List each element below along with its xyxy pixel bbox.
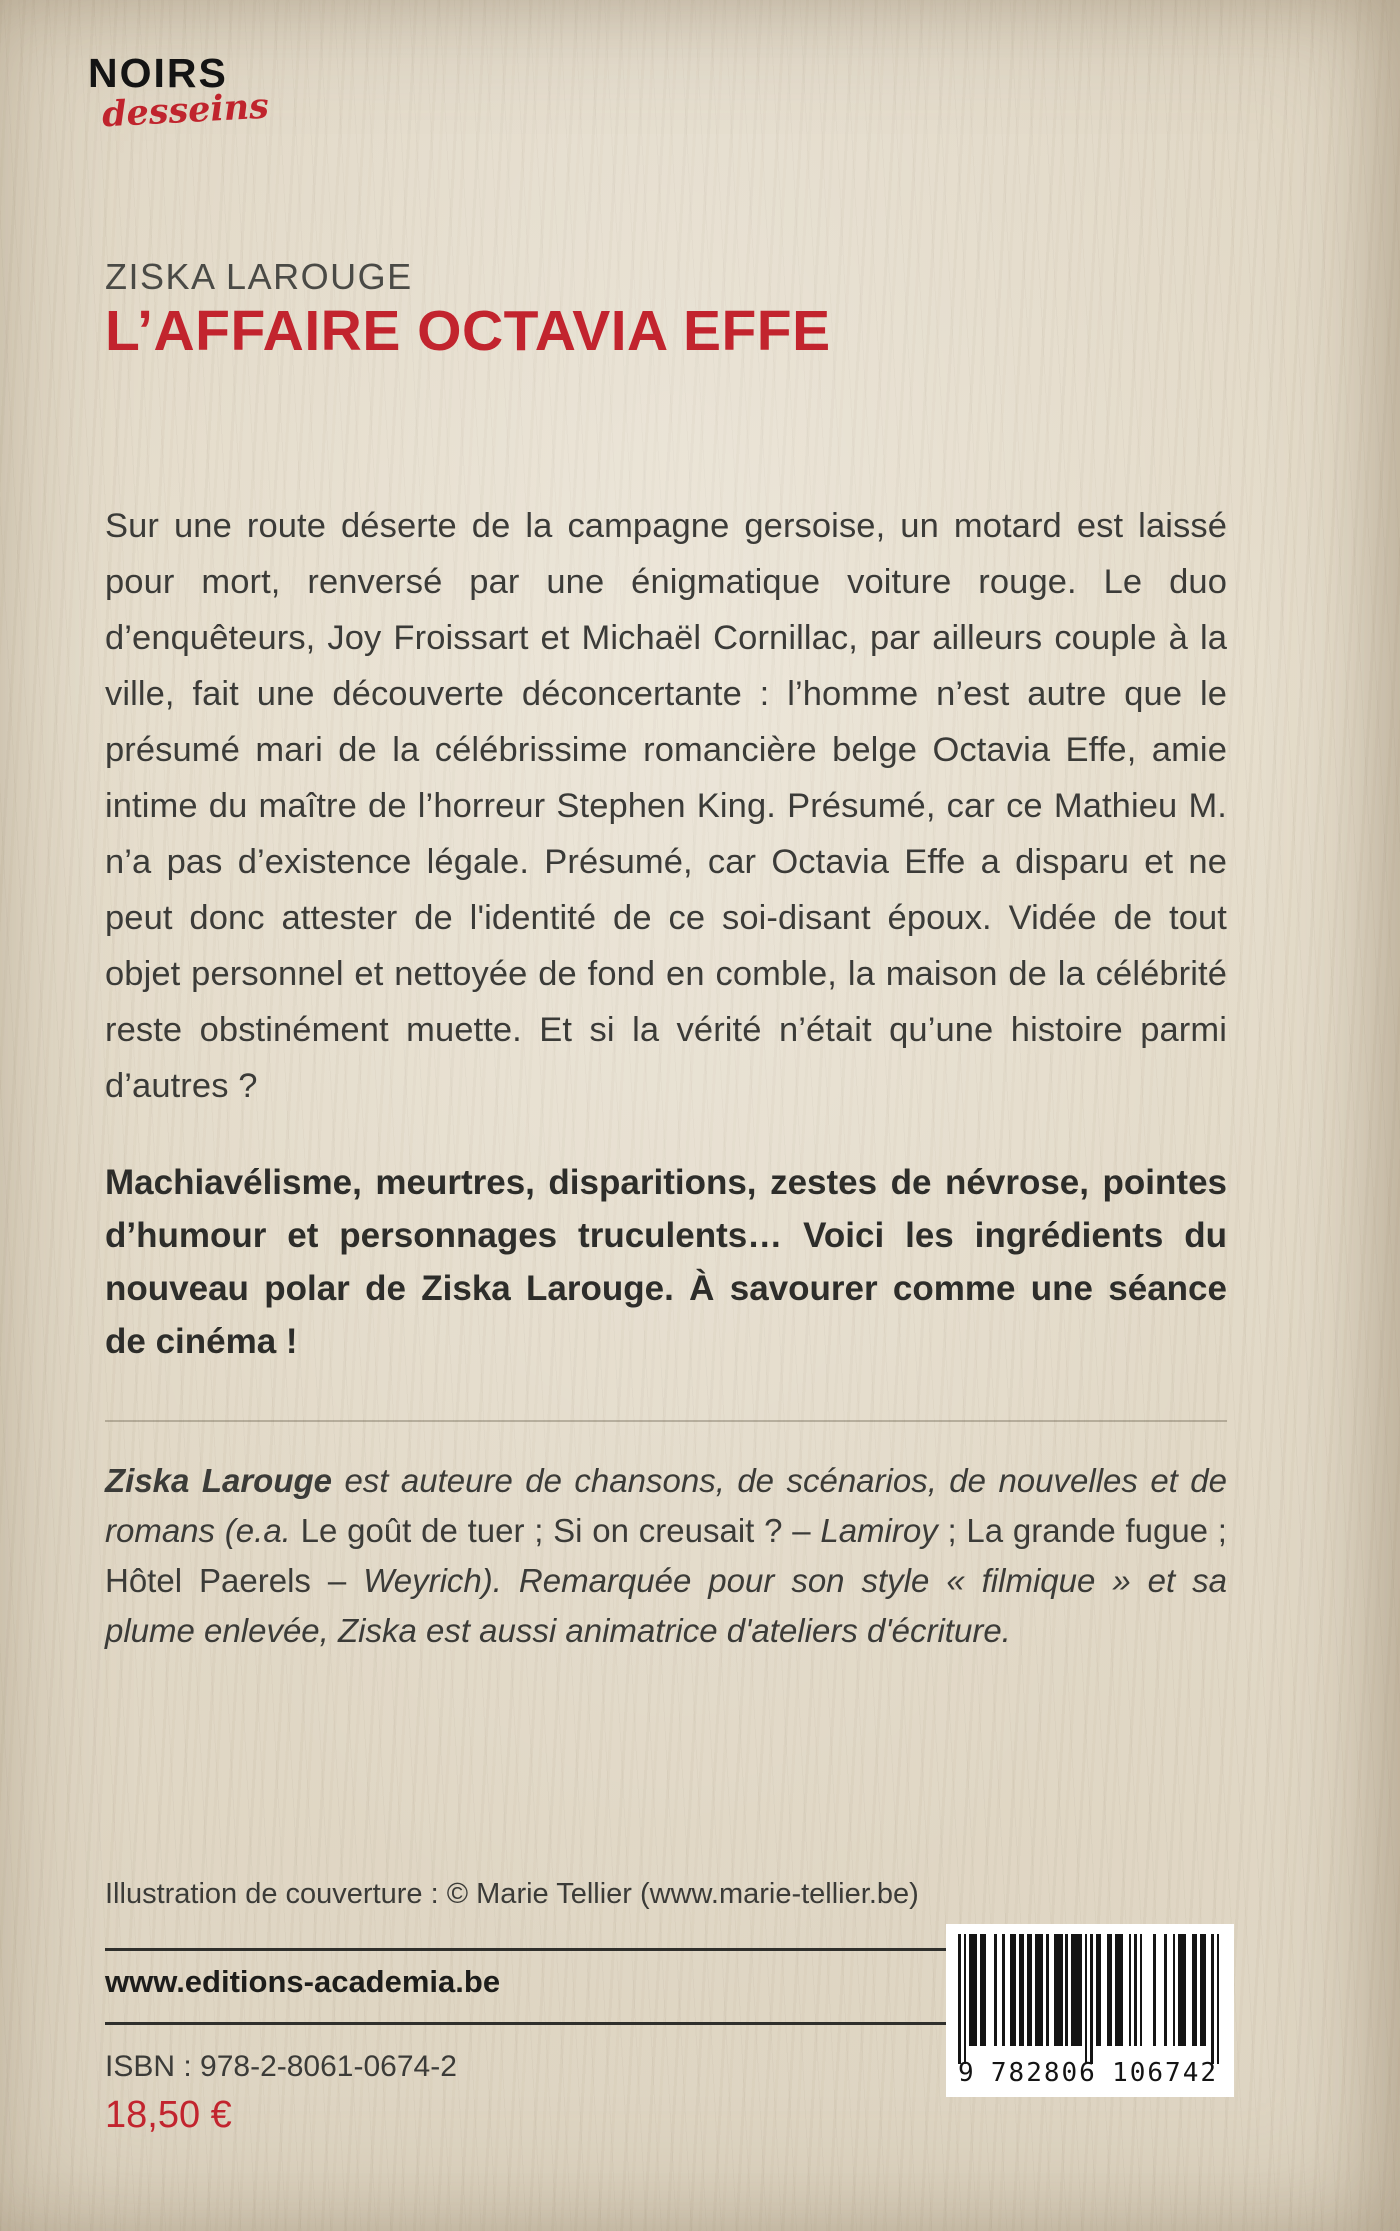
bio-segment: Weyrich — [363, 1562, 482, 1599]
publisher-website: www.editions-academia.be — [105, 1964, 501, 1999]
barcode-bar — [1217, 1934, 1220, 2064]
barcode-digit-group2: 106742 — [1112, 2058, 1218, 2088]
bio-segment: Le goût de tuer ; Si on creusait ? – — [300, 1512, 821, 1549]
price: 18,50 € — [105, 2094, 232, 2136]
book-title: L’AFFAIRE OCTAVIA EFFE — [105, 299, 831, 363]
bio-segment: est auteure de chansons, de scénarios, de nouvelles et de romans (e.a. — [105, 1462, 1227, 1549]
bio-segment: Ziska Larouge — [105, 1462, 333, 1499]
text-column — [105, 498, 1227, 1656]
bio-divider — [105, 1420, 1227, 1422]
barcode-digit-group1: 782806 — [990, 2058, 1097, 2088]
bio-segment: Lamiroy — [820, 1512, 938, 1549]
publisher-logo — [88, 50, 270, 136]
barcode-digit-first: 9 — [958, 2058, 976, 2088]
author-bio — [105, 1456, 1227, 1656]
synopsis-paragraph: Sur une route déserte de la campagne gersoise, un motard est laissé pour mort, renversé par une énigmatique voiture rouge. Le duo d’enquêteurs, Joy Froissart et Michaël Cornillac, par ailleurs couple à la ville, fait une découverte déconcertante : l’homme n’est autre que le présumé mari de la célébrissime romancière belge Octavia Effe, amie intime du maître de l’horreur Stephen King. Présumé, car ce Mathieu M. n’a pas d’existence légale. Présumé, car Octavia Effe a disparu et ne peut donc attester de l'identité de ce soi-disant époux. Vidée de tout objet personnel et nettoyée de fond en comble, la maison de la célébrité reste obstinément muette. Et si la vérité n’était qu’une histoire parmi d’autres ? — [105, 507, 1227, 1105]
bio-segment: ). Remarquée pour son style « filmique » et sa plume enlevée, Ziska est aussi animatrice d'ateliers d'écriture. — [105, 1562, 1227, 1649]
author-name: ZISKA LAROUGE — [105, 256, 413, 297]
barcode-digits — [958, 2058, 1222, 2088]
pitch-paragraph: Machiavélisme, meurtres, disparitions, zestes de névrose, pointes d’humour et personnages truculents… Voici les ingrédients du nouveau polar de Ziska Larouge. À savourer comme une séance de cinéma ! — [105, 1163, 1227, 1361]
barcode-bars — [958, 1934, 1222, 2052]
publisher-logo-noirs: NOIRS — [88, 50, 228, 96]
illustration-credit: Illustration de couverture : © Marie Tellier (www.marie-tellier.be) — [105, 1878, 919, 1910]
bio-segment: ; La grande fugue ; Hôtel Paerels – — [105, 1512, 1227, 1599]
publisher-logo-desseins: desseins — [101, 85, 270, 136]
isbn-number: ISBN : 978-2-8061-0674-2 — [105, 2050, 457, 2083]
barcode — [946, 1924, 1234, 2097]
